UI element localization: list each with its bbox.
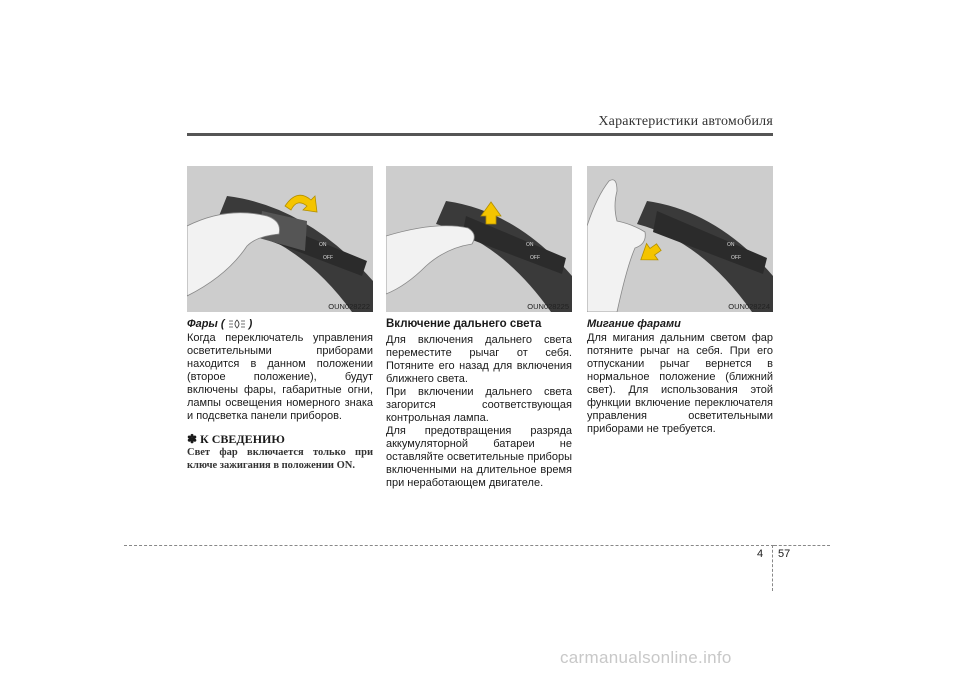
figure-flash-to-pass <box>587 166 773 312</box>
column-headlights <box>187 318 373 472</box>
section-number: 4 <box>757 548 764 560</box>
watermark: carmanualsonline.info <box>560 648 732 667</box>
paragraph: При включении дальнего света загорится соответствующая контрольная лампа. <box>386 386 572 424</box>
headlight-symbol-icon <box>228 319 246 329</box>
svg-text:OFF: OFF <box>530 255 540 261</box>
section-heading-flash: Мигание фарами <box>587 318 681 330</box>
section-heading-headlights <box>187 318 373 331</box>
svg-text:ON: ON <box>727 242 735 248</box>
header-rule <box>187 133 773 136</box>
figure-code: OUN028225 <box>527 302 569 311</box>
svg-text:ON: ON <box>319 242 327 248</box>
note-text: Свет фар включается только при ключе зажигания в положении ON. <box>187 447 373 471</box>
heading-close: ) <box>248 318 253 330</box>
paragraph: Для включения дальнего света переместите рычаг от себя. Потяните его назад для включения ближнего света. <box>386 334 572 385</box>
footer-divider <box>124 545 774 546</box>
column-flash-to-pass <box>587 318 773 436</box>
page-divider-vertical <box>772 545 773 591</box>
page-number: 57 <box>778 548 791 560</box>
paragraph: Для предотвращения разряда аккумуляторной батареи не оставляйте осветительные приборы включенными на длительное время при неработающем двигателе. <box>386 425 572 489</box>
column-high-beam <box>386 318 572 490</box>
svg-text:OFF: OFF <box>731 255 741 261</box>
paragraph: Когда переключатель управления осветительными приборами находится в данном положении (второе положение), будут включены фары, габаритные огни, лампы освещения номерного знака и подсветка панели приборов. <box>187 332 373 422</box>
footer-divider-right <box>774 545 830 546</box>
figure-code: OUN028224 <box>728 302 770 311</box>
svg-text:OFF: OFF <box>323 255 333 261</box>
note-heading: ✽ К СВЕДЕНИЮ <box>187 432 285 446</box>
figure-headlight-switch <box>187 166 373 312</box>
section-heading-high-beam: Включение дальнего света <box>386 318 542 330</box>
figure-high-beam <box>386 166 572 312</box>
svg-text:ON: ON <box>526 242 534 248</box>
heading-text: Фары ( <box>187 318 225 330</box>
paragraph: Для мигания дальним светом фар потяните рычаг на себя. При его отпускании рычаг вернется в нормальное положение (ближний свет). Для использования этой функции включение переключателя управления осветительными приборами не требуется. <box>587 332 773 435</box>
figure-code: OUN028222 <box>328 302 370 311</box>
header-title: Характеристики автомобиля <box>598 114 773 129</box>
